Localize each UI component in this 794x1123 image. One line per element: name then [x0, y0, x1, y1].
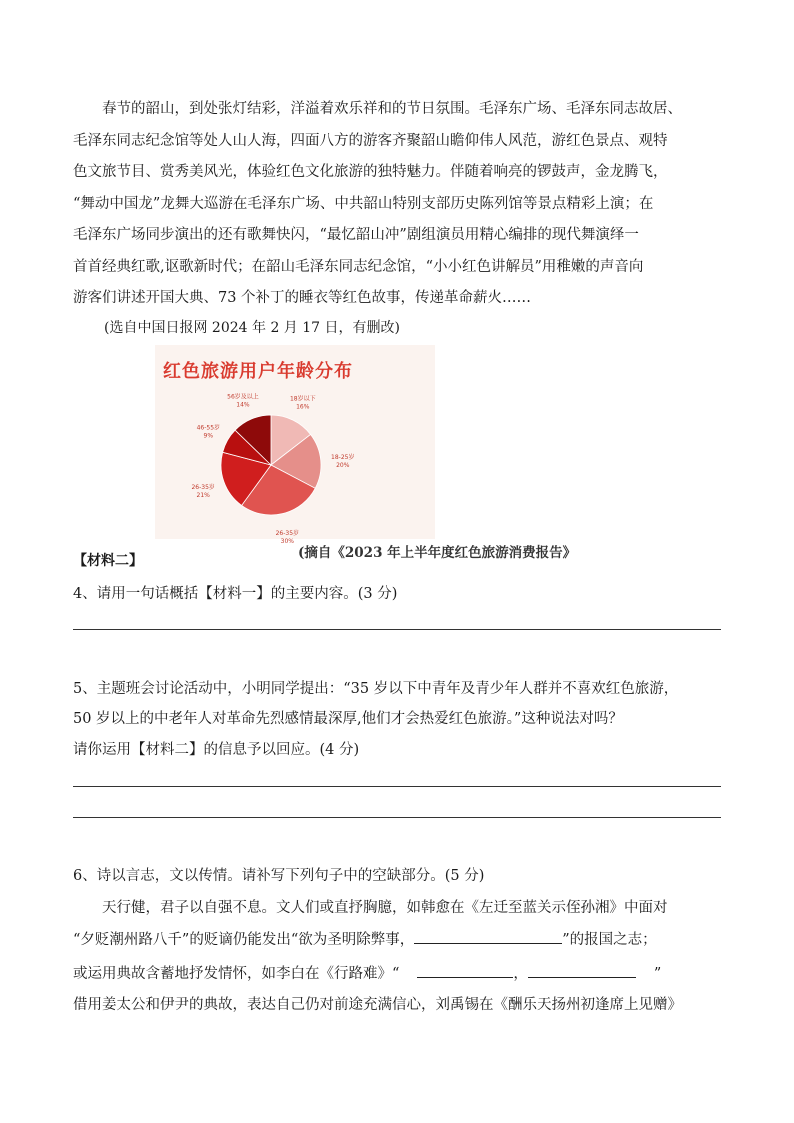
passage-line: 春节的韶山，到处张灯结彩，洋溢着欢乐祥和的节日氛围。毛泽东广场、毛泽东同志故居、 [102, 101, 682, 117]
slice-value: 21% [196, 492, 210, 500]
question-4: 4、请用一句话概括【材料一】的主要内容。(3 分) [73, 586, 398, 602]
fill-blank-1[interactable] [414, 927, 562, 944]
passage-line: “舞动中国龙”龙舞大巡游在毛泽东广场、中共韶山特别支部历史陈列馆等景点精彩上演；在 [73, 195, 654, 212]
question-6-line1: 天行健，君子以自强不息。文人们或直抒胸臆，如韩愈在《左迁至蓝关示侄孙湘》中面对 [102, 900, 668, 916]
question-6-line3 [73, 961, 661, 983]
pie-chart-svg [155, 345, 435, 546]
age-distribution-chart [155, 345, 435, 546]
slice-label: 56岁及以上 [227, 393, 259, 401]
answer-line-q5-2[interactable] [73, 817, 721, 818]
question-5-line2: 50 岁以上的中老年人对革命先烈感情最深厚,他们才会热爱红色旅游。”这种说法对吗？ [73, 711, 623, 727]
slice-label: 18岁以下 [289, 395, 316, 403]
fill-blank-2[interactable] [417, 961, 513, 978]
q6-line3-text-a: 或运用典故含蓄地抒发情怀，如李白在《行路难》“ [73, 966, 400, 982]
passage-line: 色文旅节目、赏秀美风光，体验红色文化旅游的独特魅力。伴随着响亮的锣鼓声，金龙腾飞， [73, 164, 668, 180]
chart-title: 红色旅游用户年龄分布 [163, 361, 353, 382]
question-6-line4: 借用姜太公和伊尹的典故，表达自己仍对前途充满信心，刘禹锡在《酬乐天扬州初逢席上见赠》 [73, 997, 682, 1013]
slice-value: 20% [336, 461, 350, 469]
q6-line3-text-b: ， [513, 966, 528, 982]
slice-label: 18-25岁 [331, 453, 355, 461]
slice-value: 30% [280, 538, 294, 546]
question-6-line2 [73, 927, 657, 949]
fill-blank-3[interactable] [528, 961, 636, 978]
question-5-line1: 5、主题班会讨论活动中，小明同学提出：“35 岁以下中青年及青少年人群并不喜欢红色旅游， [73, 681, 679, 697]
q6-line3-text-c: ” [653, 966, 662, 982]
slice-value: 16% [296, 403, 310, 411]
report-source: (摘自《2023 年上半年度红色旅游消费报告》 [298, 545, 577, 561]
slice-label: 26-35岁 [191, 484, 215, 492]
q6-line2-text-b: ”的报国之志； [562, 932, 657, 948]
passage-line: 毛泽东广场同步演出的还有歌舞快闪，“最忆韶山冲”剧组演员用精心编排的现代舞演绎一 [73, 227, 639, 243]
q6-line2-text-a: “夕贬潮州路八千”的贬谪仍能发出“欲为圣明除弊事， [73, 932, 415, 948]
material1-passage [73, 94, 723, 315]
question-5-line3: 请你运用【材料二】的信息予以回应。(4 分) [73, 742, 360, 758]
passage-line: 游客们讲述开国大典、73 个补丁的睡衣等红色故事，传递革命薪火…… [73, 290, 532, 306]
question-6: 6、诗以言志，文以传情。请补写下列句子中的空缺部分。(5 分) [73, 868, 485, 884]
slice-value: 14% [236, 401, 250, 409]
answer-line-q5-1[interactable] [73, 786, 721, 787]
slice-label: 26-35岁 [275, 530, 300, 538]
slice-label: 46-55岁 [196, 424, 221, 432]
material1-source: (选自中国日报网 2024 年 2 月 17 日，有删改) [104, 320, 400, 336]
answer-line-q4[interactable] [73, 629, 721, 630]
passage-line: 毛泽东同志纪念馆等处人山人海，四面八方的游客齐聚韶山瞻仰伟人风范，游红色景点、观特 [73, 132, 668, 149]
passage-line: 首首经典红歌,讴歌新时代；在韶山毛泽东同志纪念馆，“小小红色讲解员”用稚嫩的声音向 [73, 258, 644, 275]
material2-label: 【材料二】 [73, 553, 143, 569]
slice-value: 9% [203, 432, 214, 440]
